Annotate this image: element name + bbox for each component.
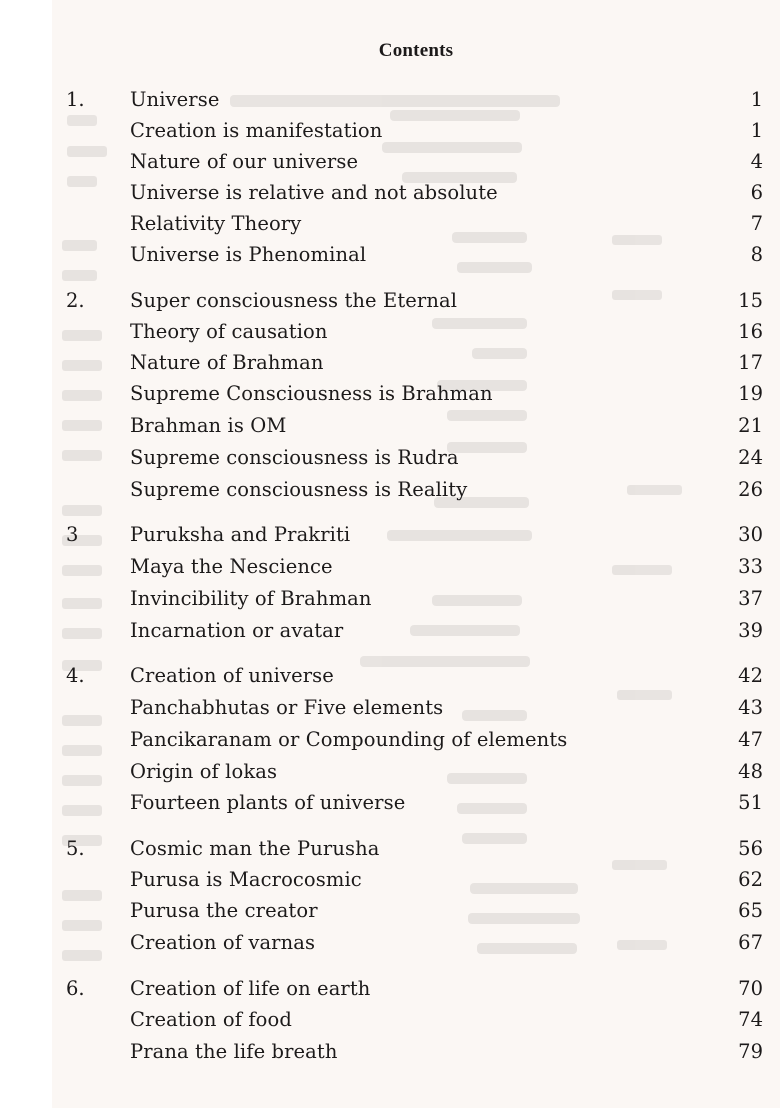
entry-title: Purusa is Macrocosmic — [130, 868, 362, 891]
toc-entry — [52, 1005, 780, 1035]
entry-page-number: 33 — [738, 555, 763, 578]
book-page — [52, 0, 780, 1108]
entry-page-number: 42 — [738, 664, 763, 687]
entry-title: Maya the Nescience — [130, 555, 333, 578]
entry-page-number: 8 — [750, 243, 763, 266]
toc-entry — [52, 834, 780, 864]
chapter-number: 5. — [66, 837, 85, 860]
entry-title: Panchabhutas or Five elements — [130, 696, 444, 719]
entry-title: Invincibility of Brahman — [130, 587, 372, 610]
chapter-number: 2. — [66, 289, 85, 312]
entry-title: Creation is manifestation — [130, 119, 383, 142]
entry-page-number: 43 — [738, 696, 763, 719]
entry-page-number: 1 — [750, 88, 763, 111]
entry-page-number: 51 — [738, 791, 763, 814]
entry-page-number: 39 — [738, 619, 763, 642]
entry-title: Fourteen plants of universe — [130, 791, 406, 814]
entry-page-number: 47 — [738, 728, 763, 751]
toc-entry — [52, 443, 780, 473]
entry-page-number: 19 — [738, 382, 763, 405]
entry-page-number: 24 — [738, 446, 763, 469]
toc-entry — [52, 411, 780, 441]
entry-page-number: 15 — [738, 289, 763, 312]
page-title: Contents — [378, 40, 454, 61]
toc-entry — [52, 896, 780, 926]
entry-page-number: 37 — [738, 587, 763, 610]
entry-title: Nature of Brahman — [130, 351, 324, 374]
entry-title: Creation of universe — [130, 664, 334, 687]
entry-page-number: 7 — [750, 212, 763, 235]
entry-page-number: 30 — [738, 523, 763, 546]
entry-page-number: 70 — [738, 977, 763, 1000]
entry-title: Creation of life on earth — [130, 977, 371, 1000]
entry-title: Purusa the creator — [130, 899, 318, 922]
toc-entry — [52, 379, 780, 409]
entry-title: Supreme Consciousness is Brahman — [130, 382, 493, 405]
chapter-number: 4. — [66, 664, 85, 687]
toc-entry — [52, 552, 780, 582]
entry-page-number: 16 — [738, 320, 763, 343]
chapter-number: 1. — [66, 88, 85, 111]
entry-title: Prana the life breath — [130, 1040, 338, 1063]
toc-entry — [52, 757, 780, 787]
toc-entry — [52, 147, 780, 177]
entry-title: Relativity Theory — [130, 212, 302, 235]
entry-page-number: 74 — [738, 1008, 763, 1031]
entry-title: Universe — [130, 88, 220, 111]
entry-page-number: 1 — [750, 119, 763, 142]
toc-entry — [52, 286, 780, 316]
entry-page-number: 67 — [738, 931, 763, 954]
entry-title: Nature of our universe — [130, 150, 359, 173]
toc-entry — [52, 209, 780, 239]
entry-page-number: 62 — [738, 868, 763, 891]
entry-page-number: 48 — [738, 760, 763, 783]
toc-entry — [52, 661, 780, 691]
entry-page-number: 17 — [738, 351, 763, 374]
entry-title: Supreme consciousness is Reality — [130, 478, 468, 501]
toc-entry — [52, 584, 780, 614]
toc-entry — [52, 616, 780, 646]
entry-title: Incarnation or avatar — [130, 619, 344, 642]
entry-title: Puruksha and Prakriti — [130, 523, 351, 546]
toc-entry — [52, 974, 780, 1004]
entry-title: Supreme consciousness is Rudra — [130, 446, 459, 469]
entry-page-number: 26 — [738, 478, 763, 501]
entry-page-number: 4 — [750, 150, 763, 173]
entry-title: Origin of lokas — [130, 760, 278, 783]
toc-entry — [52, 1037, 780, 1067]
entry-page-number: 6 — [750, 181, 763, 204]
toc-entry — [52, 116, 780, 146]
chapter-number: 3 — [66, 523, 79, 546]
toc-entry — [52, 520, 780, 550]
toc-entry — [52, 693, 780, 723]
toc-entry — [52, 865, 780, 895]
toc-entry — [52, 240, 780, 270]
entry-title: Creation of varnas — [130, 931, 316, 954]
entry-title: Pancikaranam or Compounding of elements — [130, 728, 568, 751]
toc-entry — [52, 317, 780, 347]
toc-entry — [52, 348, 780, 378]
toc-entry — [52, 475, 780, 505]
toc-entry — [52, 85, 780, 115]
chapter-number: 6. — [66, 977, 85, 1000]
entry-title: Universe is relative and not absolute — [130, 181, 498, 204]
entry-page-number: 79 — [738, 1040, 763, 1063]
entry-page-number: 21 — [738, 414, 763, 437]
entry-title: Cosmic man the Purusha — [130, 837, 380, 860]
entry-page-number: 65 — [738, 899, 763, 922]
entry-page-number: 56 — [738, 837, 763, 860]
toc-entry — [52, 928, 780, 958]
entry-title: Theory of causation — [130, 320, 328, 343]
entry-title: Universe is Phenominal — [130, 243, 367, 266]
toc-entry — [52, 178, 780, 208]
entry-title: Super consciousness the Eternal — [130, 289, 458, 312]
entry-title: Creation of food — [130, 1008, 292, 1031]
toc-entry — [52, 725, 780, 755]
entry-title: Brahman is OM — [130, 414, 287, 437]
table-of-contents — [52, 0, 780, 1108]
toc-entry — [52, 788, 780, 818]
